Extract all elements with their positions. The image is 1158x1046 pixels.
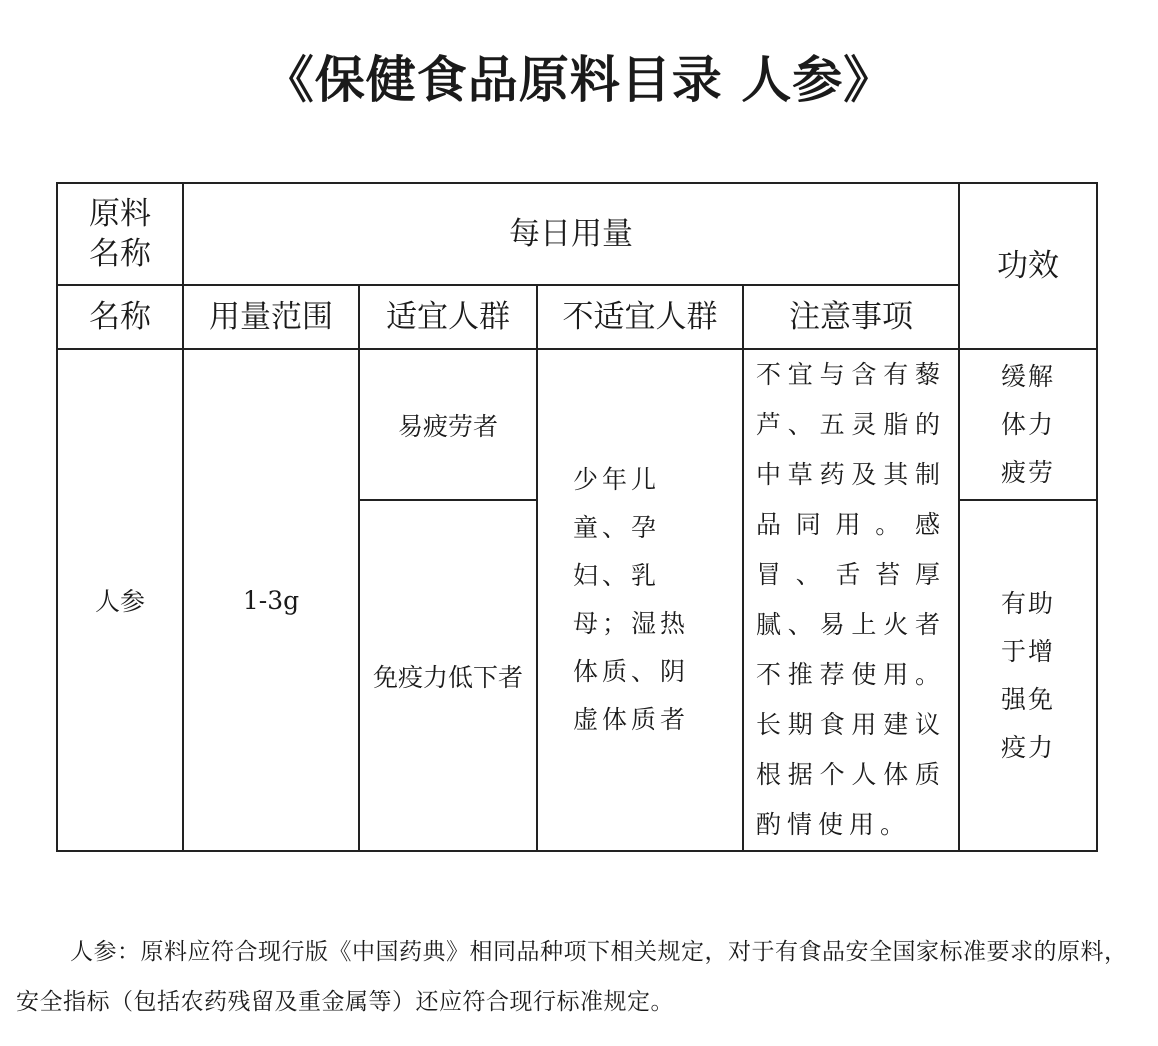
row-effect-2-cell	[959, 500, 1097, 851]
header-row-2	[57, 285, 1097, 349]
row-suitable-1: 易疲劳者	[397, 411, 498, 441]
row-effect-2: 有助于增强免疫力	[1000, 588, 1055, 762]
header-effect: 功效	[997, 248, 1059, 284]
header-daily-dose-cell	[183, 183, 959, 285]
row-dose-range: 1-3g	[242, 585, 300, 615]
header-row-1	[57, 183, 1097, 285]
row-unsuitable: 少年儿童、孕妇、乳母；湿热体质、阴虚体质者	[573, 465, 690, 734]
header-unsuitable-cell	[537, 285, 743, 349]
header-suitable-cell	[359, 285, 537, 349]
footnote: 人参：原料应符合现行版《中国药典》相同品种项下相关规定，对于有食品安全国家标准要求的原料，安全指标（包括农药残留及重金属等）还应符合现行标准规定。	[16, 939, 1128, 1015]
header-name-cell	[57, 285, 183, 349]
data-row-1	[57, 349, 1097, 500]
row-notes: 不宜与含有藜芦、五灵脂的中草药及其制品同用。感冒、舌苔厚腻、易上火者不推荐使用。长期食用建议根据个人体质酌情使用。	[756, 360, 946, 839]
header-unsuitable: 不适宜人群	[562, 299, 718, 335]
header-raw-name: 原料名称	[89, 196, 151, 272]
header-notes-cell	[743, 285, 959, 349]
row-name: 人参	[94, 587, 145, 616]
header-notes: 注意事项	[789, 299, 913, 335]
header-dose-range-cell	[183, 285, 359, 349]
row-notes-cell	[743, 349, 959, 851]
row-effect-1: 缓解体力疲劳	[1000, 361, 1055, 487]
header-suitable: 适宜人群	[386, 299, 510, 335]
header-daily-dose: 每日用量	[509, 216, 633, 252]
header-raw-name-cell	[57, 183, 183, 285]
header-effect-cell	[959, 183, 1097, 349]
row-suitable-1-cell	[359, 349, 537, 500]
row-suitable-2: 免疫力低下者	[372, 662, 523, 692]
row-name-cell	[57, 349, 183, 851]
header-dose-range: 用量范围	[209, 299, 333, 335]
row-dose-range-cell	[183, 349, 359, 851]
header-name: 名称	[89, 299, 151, 335]
row-unsuitable-cell	[537, 349, 743, 851]
document-title: 《保健食品原料目录 人参》	[263, 50, 895, 109]
ingredient-catalog-table	[56, 182, 1098, 852]
row-suitable-2-cell	[359, 500, 537, 851]
row-effect-1-cell	[959, 349, 1097, 500]
